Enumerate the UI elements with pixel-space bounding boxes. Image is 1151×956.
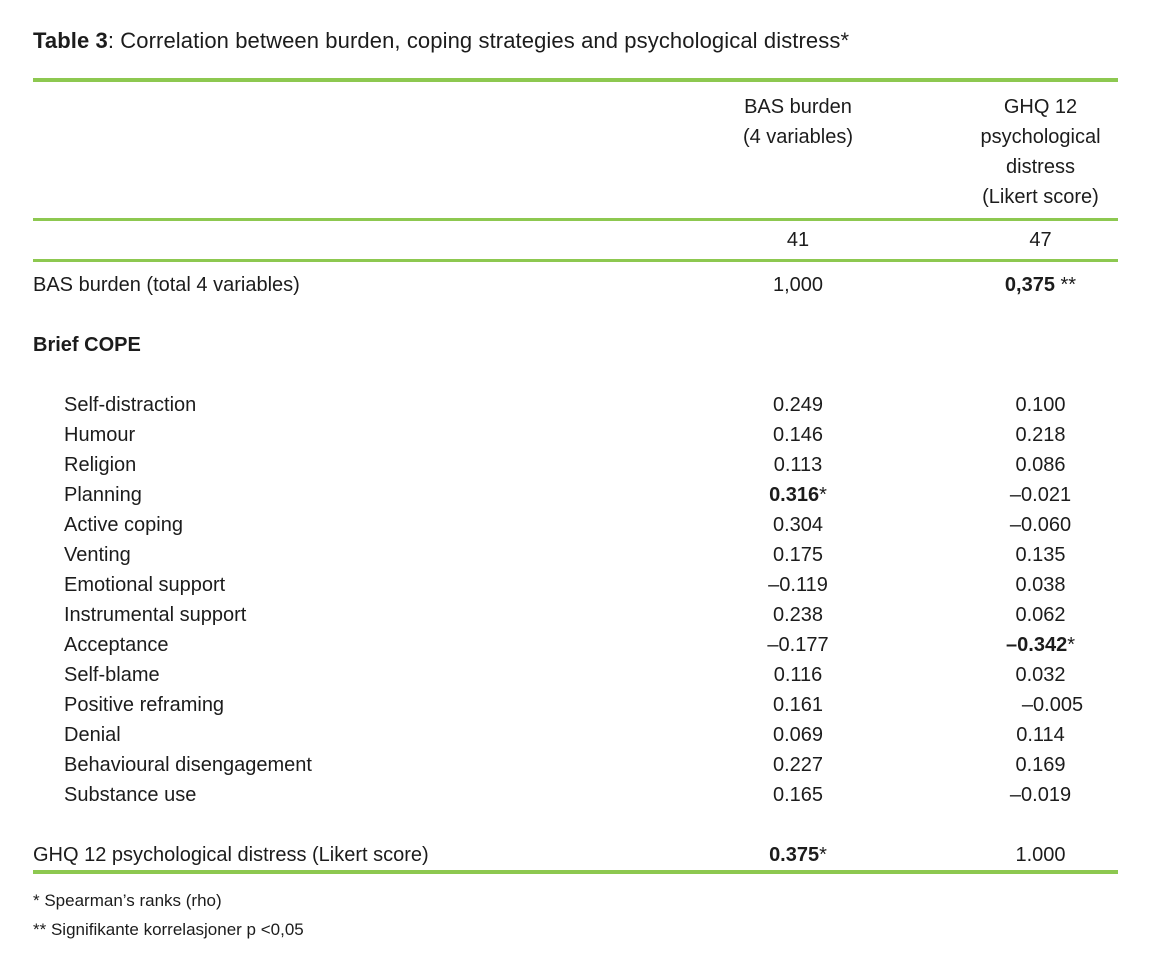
row-label: Self-distraction (64, 393, 197, 416)
value-cell (633, 424, 963, 447)
correlation-value: –0.119 (768, 573, 828, 596)
value-cell (963, 754, 1118, 777)
sample-size-ghq: 47 (1029, 228, 1052, 251)
value-cell (633, 724, 963, 747)
correlation-value: 0.175 (772, 543, 824, 566)
table-row (33, 840, 1118, 870)
spacer-row (33, 360, 1118, 390)
table-row (33, 420, 1118, 450)
correlation-value: 0.032 (1015, 663, 1066, 686)
correlation-value: –0.005 (1021, 693, 1084, 716)
correlation-value: 0.227 (772, 753, 824, 776)
value-cell (633, 604, 963, 627)
table-title-number: Table 3 (33, 28, 108, 53)
correlation-value: 0.238 (772, 603, 824, 626)
value-cell (963, 694, 1118, 717)
value-cell (633, 754, 963, 777)
sample-size-row (33, 221, 1118, 259)
value-cell (633, 274, 963, 297)
value-cell (633, 514, 963, 537)
correlation-value: –0.342 (1006, 633, 1068, 656)
value-cell (963, 634, 1118, 657)
correlation-value: 0.135 (1015, 543, 1066, 566)
correlation-value: 0.304 (772, 513, 824, 536)
correlation-value: –0.060 (1009, 513, 1072, 536)
row-label: BAS burden (total 4 variables) (33, 273, 300, 296)
value-cell (633, 784, 963, 807)
row-label: Planning (64, 483, 142, 506)
table-row (33, 750, 1118, 780)
table-row (33, 690, 1118, 720)
row-label: Acceptance (64, 633, 169, 656)
value-cell (633, 544, 963, 567)
correlation-value: 0.316 (769, 483, 820, 506)
value-cell (963, 424, 1118, 447)
correlation-value: 0.375 (769, 843, 820, 866)
correlation-value: 0.249 (772, 393, 824, 416)
table-row (33, 330, 1118, 360)
correlation-value: 0.086 (1015, 453, 1066, 476)
row-label: GHQ 12 psychological distress (Likert score) (33, 843, 429, 866)
correlation-value: 0.038 (1015, 573, 1066, 596)
footnote-spearman: * Spearman’s ranks (rho) (33, 891, 222, 910)
column-header-ghq12 (963, 92, 1118, 212)
value-cell (963, 664, 1118, 687)
row-label: Behavioural disengagement (64, 753, 312, 776)
correlation-value: 0.100 (1015, 393, 1066, 416)
correlation-value: 1.000 (1015, 843, 1066, 866)
row-label: Emotional support (64, 573, 226, 596)
table-row (33, 780, 1118, 810)
spacer-row (33, 300, 1118, 330)
value-cell (633, 484, 963, 507)
value-cell (963, 574, 1118, 597)
significance-marker: * (819, 843, 827, 866)
correlation-value: 0.116 (773, 663, 823, 686)
value-cell (633, 454, 963, 477)
row-label: Positive reframing (64, 693, 225, 716)
table-title-text: : Correlation between burden, coping strategies and psychological distress* (107, 28, 850, 53)
significance-marker: * (1067, 633, 1075, 656)
correlation-value: –0.177 (767, 633, 829, 656)
table-header-row (33, 82, 1118, 218)
column-header-line: (Likert score) (982, 186, 1099, 208)
value-cell (963, 724, 1118, 747)
value-cell (963, 544, 1118, 567)
column-header-line: BAS burden (744, 96, 852, 118)
table-row (33, 600, 1118, 630)
table-title (33, 26, 1118, 56)
significance-marker: ** (1054, 273, 1077, 296)
table-row (33, 450, 1118, 480)
column-header-bas-burden (633, 92, 963, 152)
value-cell (963, 784, 1118, 807)
row-label: Brief COPE (33, 333, 141, 356)
column-header-line: psychological (980, 126, 1101, 148)
value-cell (633, 664, 963, 687)
value-cell (963, 484, 1118, 507)
table-row (33, 630, 1118, 660)
column-header-line: (4 variables) (742, 126, 854, 148)
value-cell (963, 274, 1118, 297)
correlation-value: 0.146 (772, 423, 824, 446)
row-label: Active coping (64, 513, 183, 536)
row-label: Venting (64, 543, 131, 566)
column-header-line: distress (1006, 156, 1075, 178)
table-row (33, 480, 1118, 510)
correlation-value: 0.161 (772, 693, 824, 716)
significance-marker: * (819, 483, 827, 506)
value-cell (633, 634, 963, 657)
row-label: Humour (64, 423, 136, 446)
spacer-row (33, 810, 1118, 840)
correlation-value: 0,375 (1004, 273, 1055, 296)
correlation-value: 1,000 (772, 273, 824, 296)
correlation-value: 0.218 (1015, 423, 1066, 446)
value-cell (963, 844, 1118, 867)
correlation-value: 0.113 (773, 453, 823, 476)
value-cell (963, 454, 1118, 477)
value-cell (963, 394, 1118, 417)
value-cell (963, 514, 1118, 537)
footnote-significance: ** Signifikante korrelasjoner p <0,05 (33, 920, 304, 939)
row-label: Religion (64, 453, 137, 476)
table-row (33, 510, 1118, 540)
value-cell (633, 394, 963, 417)
table-row (33, 570, 1118, 600)
correlation-value: 0.114 (1016, 723, 1065, 746)
value-cell (633, 574, 963, 597)
row-label: Self-blame (64, 663, 160, 686)
sample-size-bas: 41 (786, 228, 810, 251)
table-row (33, 660, 1118, 690)
footnotes (33, 874, 1118, 944)
value-cell (633, 694, 963, 717)
row-label: Instrumental support (64, 603, 247, 626)
table-row (33, 270, 1118, 300)
row-label: Substance use (64, 783, 197, 806)
correlation-value: 0.062 (1015, 603, 1066, 626)
table-body (33, 262, 1118, 870)
row-label: Denial (64, 723, 121, 746)
correlation-value: 0.165 (772, 783, 824, 806)
table-row (33, 720, 1118, 750)
value-cell (633, 844, 963, 867)
correlation-value: –0.019 (1009, 783, 1072, 806)
correlation-value: 0.069 (772, 723, 824, 746)
column-header-line: GHQ 12 (1003, 96, 1078, 118)
correlation-value: 0.169 (1015, 753, 1066, 776)
correlation-value: –0.021 (1009, 483, 1072, 506)
table-row (33, 540, 1118, 570)
value-cell (963, 604, 1118, 627)
table-row (33, 390, 1118, 420)
